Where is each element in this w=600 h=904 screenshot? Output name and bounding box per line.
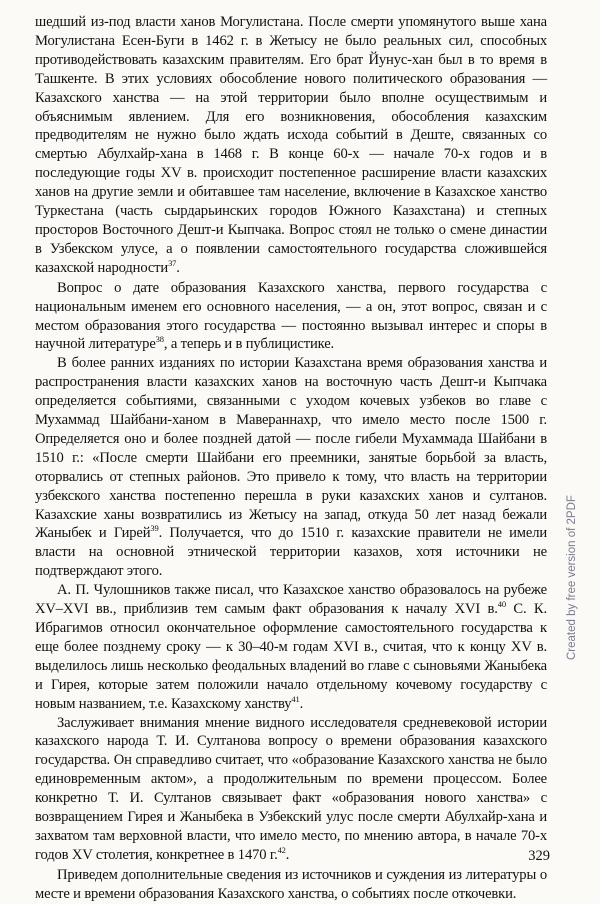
book-page-text [35,13,547,904]
text-run: . Получается, что до 1510 г. казахские правители не имели власти на основной этнической территории казахов, хотя источники не подтверждают этого. [35,525,547,580]
text-run: В более ранних изданиях по истории Казахстана время образования ханства и распространения власти казахских ханов на восточную часть Дешт-и Кыпчака определяется событиями, связанными с уходом кочевых узбеков во главе с Мухаммад Шайбани-ханом в Мавераннахр, что имело место после 1500 г. Определяется оно и более поздней датой — после гибели Мухаммада Шайбани в 1510 г.: «После смерти Шайбани его преемники, занятые борьбой за власть, оторвались от степных районов. Это привело к тому, что власть на территории узбекского ханства постепенно перешла в руки казахских ханов и султанов. Казахские ханы возвратились из Жетысу на запад, откуда 50 лет назад бежали Жаныбек и Гирей [35,355,547,542]
paragraph-4 [35,581,547,713]
watermark-text: Created by free version of 2PDF [566,495,578,660]
paragraph-6 [35,866,547,904]
paragraph-3 [35,354,547,581]
footnote-ref-42: 42 [277,845,286,856]
text-run: Приведем дополнительные сведения из источников и суждения из литературы о месте и времени образования Казахского ханства, о событиях после откочевки. [35,866,547,902]
text-run: . [299,695,304,712]
paragraph-2 [35,279,547,355]
text-run: шедший из-под власти ханов Могулистана. После смерти упомянутого выше хана Могулистана Есен-Буги в 1462 г. в Жетысу не было реальных сил, способных противодействовать казахским правителям. Его брат Йунус-хан был в то время в Ташкенте. В этих условиях обособление нового политического образования — Казахского ханства — на этой территории было вполне осуществимым и объяснимым явлением. Для его возникновения, обособления казахским предводителям не нужно было ждать исхода событий в Деште, связанных со смертью Абулхайр-хана в 1468 г. В конце 60-х — начале 70-х годов и в последующие годы XV в. происходит постепенное расширение власти казахских ханов на другие земли и обитавшее там население, включение в Казахское ханство Туркестана (часть сырдарьинских городов Южного Казахстана) и степных просторов Восточного Дешт-и Кыпчака. Вопрос стоял не только о смене династии в Узбекском улусе, а о появлении самостоятельного государства сложившейся казахской народности [35,14,547,276]
footnote-ref-40: 40 [497,599,506,610]
footnote-ref-38: 38 [155,334,164,345]
text-run: А. П. Чулошников также писал, что Казахское ханство образовалось на рубеже XV–XVI вв., приблизив тем самым факт образования к началу XVI в. [35,582,547,618]
paragraph-1 [35,13,547,278]
watermark [566,300,586,680]
paragraph-5 [35,714,547,865]
footnote-ref-39: 39 [150,523,159,534]
text-run: С. К. Ибрагимов относил окончательное оформление самостоятельного государства к еще более позднему сроку — к 30–40-м годам XVI в., считая, что к концу XV в. выделилось лишь несколько феодальных владений во главе с сыновьями Жаныбека и Гирея, которые затем положили начало отдельному кочевому государству с новым названием, т.е. Казахскому ханству [35,601,548,712]
text-run: Вопрос о дате образования Казахского ханства, первого государства с национальным именем его основного населения, — а он, этот вопрос, связан и с местом образования этого государства — постоянно вызывал интерес и споры в научной литературе [35,279,547,353]
page-number: 329 [528,848,550,864]
text-run: Заслуживает внимания мнение видного исследователя средневековой истории казахского народа Т. И. Султанова вопросу о времени образования казахского государства. Он справедливо считает, что «образование Казахского ханства не было единовременным актом», а продолжительным по времени процессом. Более конкретно Т. И. Султанов связывает факт «образования нового ханства» с возвращением Гирея и Жаныбека в Узбекский улус после смерти Абулхайр-хана и захватом там верховной власти, что имело место, по мнению автора, в начале 70-х годов XV столетия, конкретнее в 1470 г. [35,714,547,863]
text-run: . [285,846,290,863]
text-run: , а теперь и в публицистике. [163,336,335,353]
text-run: . [176,259,180,276]
footnote-ref-41: 41 [291,693,300,704]
footnote-ref-37: 37 [168,257,177,268]
